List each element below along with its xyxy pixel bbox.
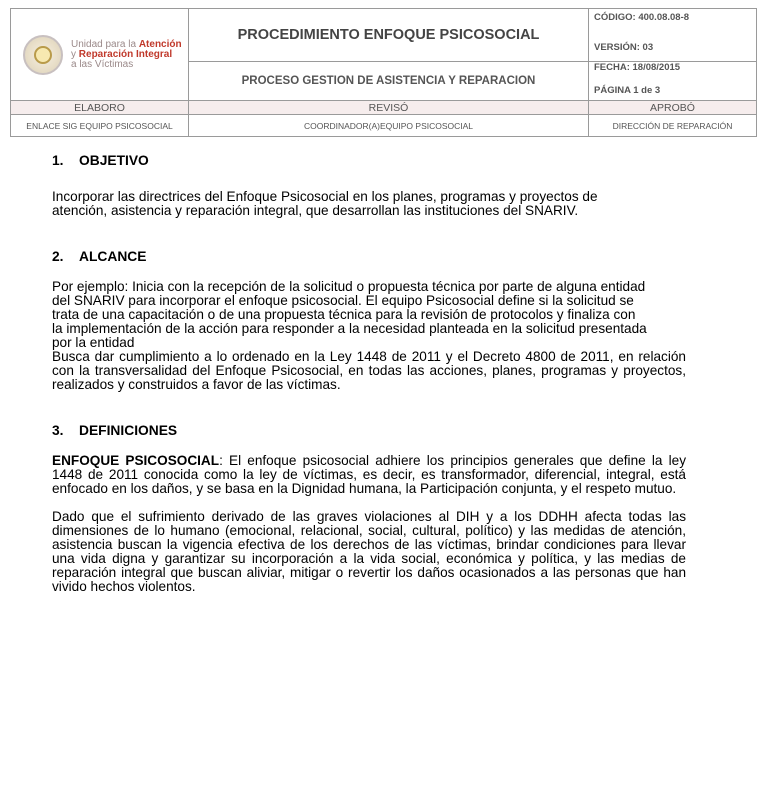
section-heading-definiciones: 3. DEFINICIONES — [52, 423, 178, 438]
document-header — [10, 8, 757, 137]
section-heading-objetivo: 1. OBJETIVO — [52, 153, 149, 168]
version: VERSIÓN: 03 — [594, 42, 654, 53]
alcance-paragraph-2: Busca dar cumplimiento a lo ordenado en la Ley 1448 de 2011 y el Decreto 4800 de 2011, en relación con la transversalidad del Enfoque Psicosocial, en todas las acciones, planes, programas y proyectos, realizados y construidos a favor de las víctimas. — [52, 349, 686, 392]
aprobo-label: APROBÓ — [589, 101, 757, 115]
logo — [11, 35, 188, 75]
coat-of-arms-icon — [23, 35, 63, 75]
logo-text — [71, 40, 182, 70]
document-title: PROCEDIMIENTO ENFOQUE PSICOSOCIAL — [189, 9, 589, 62]
elaboro-label: ELABORO — [11, 101, 189, 115]
alcance-line-1: Por ejemplo: Inicia con la recepción de la solicitud o propuesta técnica por parte de alguna entidad — [52, 279, 646, 294]
objetivo-line-1: Incorporar las directrices del Enfoque Psicosocial en los planes, programas y proyectos de — [52, 189, 598, 204]
logo-line3: a las Víctimas — [71, 58, 134, 70]
logo-line2-bold: Reparación Integral — [78, 48, 173, 60]
alcance-line-5: por la entidad — [52, 335, 135, 350]
process-name: PROCESO GESTION DE ASISTENCIA Y REPARACION — [189, 62, 589, 101]
logo-line1-bold: Atención — [138, 38, 182, 50]
logo-line2: y — [71, 48, 79, 60]
objetivo-line-2: atención, asistencia y reparación integral, que desarrollan las instituciones del SNARIV. — [52, 203, 579, 218]
definition-text: : El enfoque psicosocial adhiere los principios generales que define la ley 1448 de 2011 conocida como la ley de víctimas, es decir, es transformador, diferencial, integral, está enfocado en los daños, y se basa en la Dignidad humana, la Participación conjunta, y el respeto mutuo. — [52, 453, 687, 496]
alcance-line-3: trata de una capacitación o de una propuesta técnica para la revisión de protocolos y finaliza con — [52, 307, 636, 322]
alcance-line-2: del SNARIV para incorporar el enfoque psicosocial. El equipo Psicosocial define si la solicitud se — [52, 293, 634, 308]
elaboro-value: ENLACE SIG EQUIPO PSICOSOCIAL — [11, 115, 189, 137]
section-heading-alcance: 2. ALCANCE — [52, 249, 147, 264]
alcance-line-4: la implementación de la acción para responder a la necesidad planteada en la solicitud presentada — [52, 321, 647, 336]
meta-code-version — [589, 9, 757, 62]
pagina: PÁGINA 1 de 3 — [594, 85, 661, 96]
reviso-value: COORDINADOR(A)EQUIPO PSICOSOCIAL — [189, 115, 589, 137]
logo-line1: Unidad para la — [71, 38, 139, 50]
definicion-enfoque — [52, 454, 686, 496]
meta-date-page — [589, 62, 757, 101]
fecha: FECHA: 18/08/2015 — [594, 62, 681, 73]
definiciones-paragraph-2: Dado que el sufrimiento derivado de las graves violaciones al DIH y a los DDHH afecta todas las dimensiones de lo humano (emocional, relacional, social, cultural, político) y las medidas de atención, asistencia buscan la vigencia efectiva de los derechos de las víctimas, brindar condiciones para llevar una vida digna y garantizar su incorporación a la vida social, económica y política, y las medias de reparación integral que buscan aliviar, mitigar o revertir los daños ocasionados a las personas que han vivido hechos violentos. — [52, 509, 686, 594]
logo-cell — [11, 9, 189, 101]
document-body — [52, 154, 686, 594]
codigo: CÓDIGO: 400.08.08-8 — [594, 12, 690, 23]
aprobo-value: DIRECCIÓN DE REPARACIÓN — [589, 115, 757, 137]
definition-term: ENFOQUE PSICOSOCIAL — [52, 453, 220, 468]
reviso-label: REVISÓ — [189, 101, 589, 115]
